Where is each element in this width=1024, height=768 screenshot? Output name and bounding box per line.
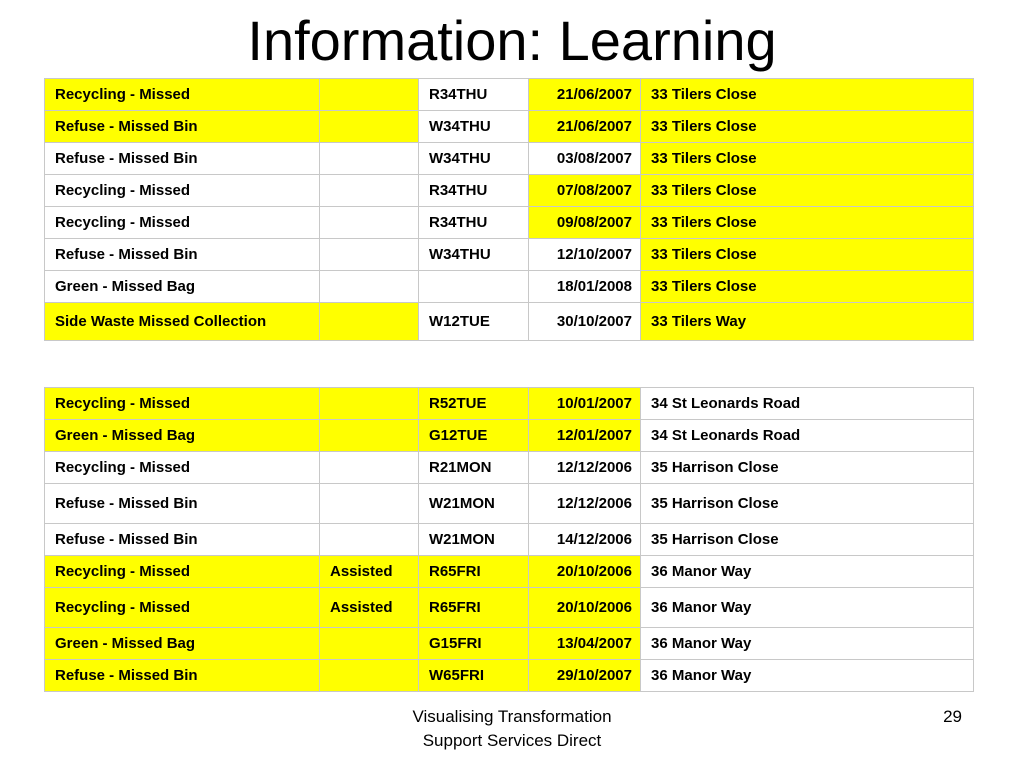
cell-collection-type: Recycling - Missed — [45, 556, 320, 588]
cell-date: 12/10/2007 — [529, 239, 641, 271]
cell-collection-type: Refuse - Missed Bin — [45, 143, 320, 175]
cell-address: 33 Tilers Close — [641, 239, 974, 271]
cell-round-code: W34THU — [419, 143, 529, 175]
cell-assistance — [320, 420, 419, 452]
page-number: 29 — [943, 707, 962, 726]
table-row — [45, 143, 974, 175]
data-table — [44, 387, 974, 692]
cell-round-code: W34THU — [419, 239, 529, 271]
cell-date: 09/08/2007 — [529, 207, 641, 239]
cell-assistance — [320, 484, 419, 524]
cell-collection-type: Green - Missed Bag — [45, 271, 320, 303]
page-title: Information: Learning — [247, 9, 777, 72]
cell-assistance: Assisted — [320, 588, 419, 628]
cell-date: 29/10/2007 — [529, 660, 641, 692]
cell-date: 12/12/2006 — [529, 484, 641, 524]
cell-round-code: W21MON — [419, 524, 529, 556]
cell-address: 33 Tilers Close — [641, 207, 974, 239]
cell-round-code: R65FRI — [419, 588, 529, 628]
cell-assistance — [320, 303, 419, 341]
cell-assistance — [320, 239, 419, 271]
cell-address: 36 Manor Way — [641, 588, 974, 628]
cell-address: 33 Tilers Close — [641, 143, 974, 175]
cell-round-code: R21MON — [419, 452, 529, 484]
table-row — [45, 588, 974, 628]
cell-round-code: G15FRI — [419, 628, 529, 660]
cell-address: 35 Harrison Close — [641, 484, 974, 524]
cell-assistance — [320, 79, 419, 111]
cell-date: 12/01/2007 — [529, 420, 641, 452]
cell-collection-type: Green - Missed Bag — [45, 420, 320, 452]
cell-collection-type: Refuse - Missed Bin — [45, 660, 320, 692]
table-row — [45, 556, 974, 588]
cell-assistance — [320, 452, 419, 484]
footer — [362, 705, 662, 753]
table-row — [45, 660, 974, 692]
cell-date: 12/12/2006 — [529, 452, 641, 484]
cell-address: 34 St Leonards Road — [641, 388, 974, 420]
cell-date: 14/12/2006 — [529, 524, 641, 556]
cell-assistance — [320, 271, 419, 303]
cell-assistance — [320, 388, 419, 420]
cell-address: 36 Manor Way — [641, 628, 974, 660]
cell-round-code: W34THU — [419, 111, 529, 143]
cell-assistance: Assisted — [320, 556, 419, 588]
cell-round-code: G12TUE — [419, 420, 529, 452]
cell-assistance — [320, 143, 419, 175]
table-row — [45, 420, 974, 452]
table-row — [45, 628, 974, 660]
cell-collection-type: Recycling - Missed — [45, 452, 320, 484]
cell-address: 33 Tilers Close — [641, 79, 974, 111]
cell-address: 33 Tilers Close — [641, 175, 974, 207]
cell-address: 33 Tilers Close — [641, 111, 974, 143]
cell-collection-type: Refuse - Missed Bin — [45, 484, 320, 524]
cell-address: 35 Harrison Close — [641, 452, 974, 484]
cell-collection-type: Refuse - Missed Bin — [45, 239, 320, 271]
cell-round-code: W65FRI — [419, 660, 529, 692]
table-row — [45, 207, 974, 239]
cell-round-code: R34THU — [419, 207, 529, 239]
table-row — [45, 271, 974, 303]
cell-address: 33 Tilers Close — [641, 271, 974, 303]
cell-collection-type: Recycling - Missed — [45, 388, 320, 420]
footer-line: Support Services Direct — [422, 731, 602, 750]
table-row — [45, 111, 974, 143]
cell-collection-type: Refuse - Missed Bin — [45, 524, 320, 556]
cell-round-code: R34THU — [419, 79, 529, 111]
cell-collection-type: Recycling - Missed — [45, 175, 320, 207]
table-row — [45, 452, 974, 484]
cell-date: 30/10/2007 — [529, 303, 641, 341]
cell-collection-type: Recycling - Missed — [45, 207, 320, 239]
cell-assistance — [320, 628, 419, 660]
cell-date: 10/01/2007 — [529, 388, 641, 420]
cell-collection-type: Refuse - Missed Bin — [45, 111, 320, 143]
cell-address: 36 Manor Way — [641, 556, 974, 588]
table-row — [45, 239, 974, 271]
cell-round-code: R52TUE — [419, 388, 529, 420]
cell-address: 36 Manor Way — [641, 660, 974, 692]
cell-round-code: R65FRI — [419, 556, 529, 588]
cell-date: 18/01/2008 — [529, 271, 641, 303]
cell-round-code — [419, 271, 529, 303]
footer-line: Visualising Transformation — [412, 707, 612, 726]
cell-address: 34 St Leonards Road — [641, 420, 974, 452]
cell-assistance — [320, 111, 419, 143]
table-row — [45, 484, 974, 524]
table-row — [45, 79, 974, 111]
cell-assistance — [320, 524, 419, 556]
cell-collection-type: Recycling - Missed — [45, 588, 320, 628]
cell-address: 33 Tilers Way — [641, 303, 974, 341]
cell-address: 35 Harrison Close — [641, 524, 974, 556]
cell-assistance — [320, 175, 419, 207]
cell-date: 20/10/2006 — [529, 556, 641, 588]
table-row — [45, 388, 974, 420]
cell-date: 21/06/2007 — [529, 111, 641, 143]
cell-round-code: W12TUE — [419, 303, 529, 341]
table-row — [45, 524, 974, 556]
data-table — [44, 78, 974, 341]
table-row — [45, 303, 974, 341]
cell-date: 03/08/2007 — [529, 143, 641, 175]
cell-assistance — [320, 660, 419, 692]
cell-date: 13/04/2007 — [529, 628, 641, 660]
cell-date: 20/10/2006 — [529, 588, 641, 628]
cell-round-code: R34THU — [419, 175, 529, 207]
cell-collection-type: Green - Missed Bag — [45, 628, 320, 660]
cell-collection-type: Side Waste Missed Collection — [45, 303, 320, 341]
cell-assistance — [320, 207, 419, 239]
cell-collection-type: Recycling - Missed — [45, 79, 320, 111]
cell-round-code: W21MON — [419, 484, 529, 524]
cell-date: 21/06/2007 — [529, 79, 641, 111]
cell-date: 07/08/2007 — [529, 175, 641, 207]
table-row — [45, 175, 974, 207]
